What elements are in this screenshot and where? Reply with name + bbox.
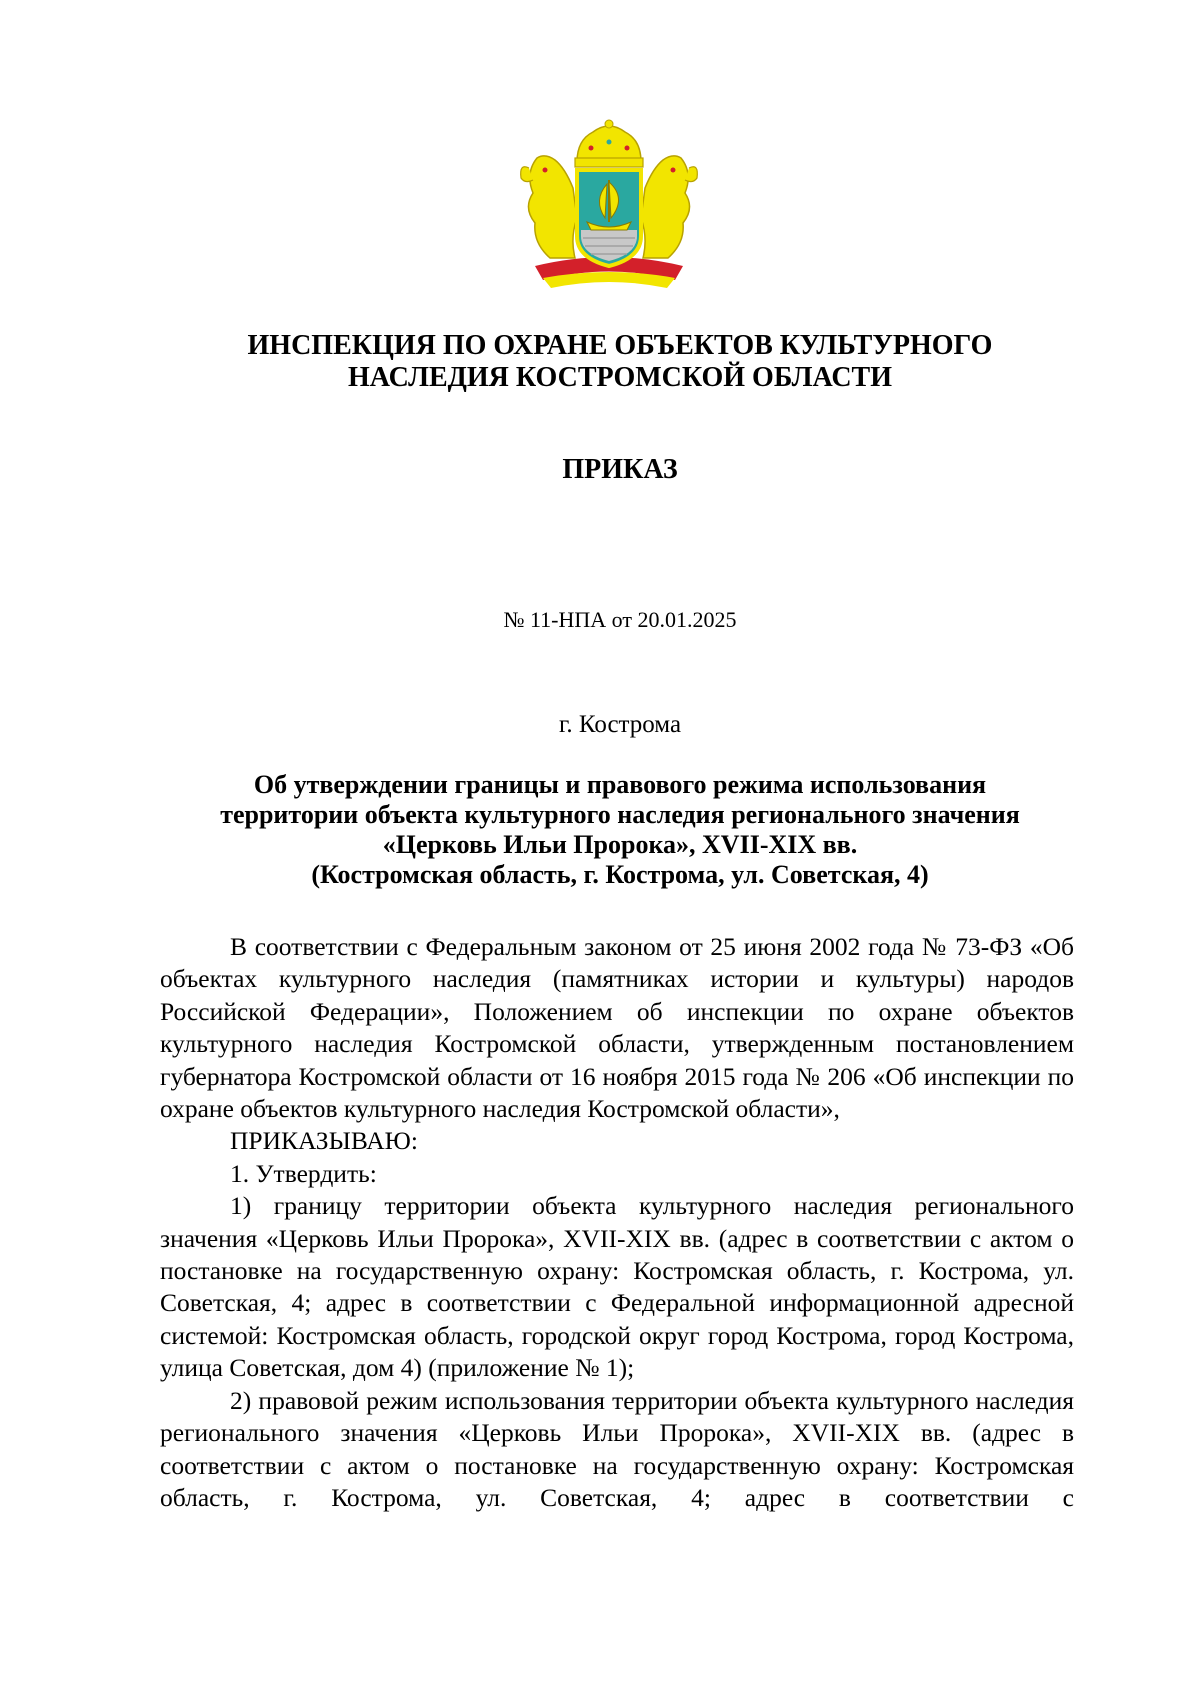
- title-line3: «Церковь Ильи Пророка», XVII-XIX вв.: [382, 830, 858, 859]
- document-type: ПРИКАЗ: [562, 454, 678, 485]
- preamble-paragraph: В соответствии с Федеральным законом от 25 июня 2002 года № 73-ФЗ «Об объектах культурного наследия (памятниках истории и культуры) народов Российской Федерации», Положением об инспекции по охране объектов культурного наследия Костромской области, утвержденным постановлением губернатора Костромской области от 16 ноября 2015 года № 206 «Об инспекции по охране объектов культурного наследия Костромской области»,: [160, 932, 1074, 1124]
- sub-item-2: 2) правовой режим использования территории объекта культурного наследия регионального значения «Церковь Ильи Пророка», XVII-XIX вв. (адрес в соответствии с актом о постановке на государственную охрану: Костромская область, г. Кострома, ул. Советская, 4; адрес в соответствии с: [160, 1385, 1074, 1512]
- document-number: № 11-НПА от 20.01.2025: [503, 607, 737, 632]
- agency-name-line1: ИНСПЕКЦИЯ ПО ОХРАНЕ ОБЪЕКТОВ КУЛЬТУРНОГО: [247, 330, 993, 361]
- item-1: 1. Утвердить:: [230, 1158, 377, 1188]
- coat-of-arms-icon: [515, 118, 703, 293]
- title-line1: Об утверждении границы и правового режима использования: [253, 770, 987, 799]
- city-name: г. Кострома: [558, 711, 682, 738]
- document-body: [160, 931, 1074, 1514]
- title-line2: территории объекта культурного наследия регионального значения: [220, 800, 1020, 829]
- sub-item-1: 1) границу территории объекта культурного наследия регионального значения «Церковь Ильи Пророка», XVII-XIX вв. (адрес в соответствии с актом о постановке на государственную охрану: Костромская область, г. Кострома, ул. Советская, 4; адрес в соответствии с Федеральной информационной адресной системой: Костромская область, городской округ город Кострома, город Кострома, улица Советская, дом 4) (приложение № 1);: [160, 1191, 1074, 1383]
- document-title: [160, 770, 1080, 890]
- order-word: ПРИКАЗЫВАЮ:: [230, 1126, 418, 1156]
- title-line4: (Костромская область, г. Кострома, ул. Советская, 4): [311, 860, 929, 889]
- agency-name-line2: НАСЛЕДИЯ КОСТРОМСКОЙ ОБЛАСТИ: [347, 362, 893, 393]
- agency-name: [160, 330, 1080, 394]
